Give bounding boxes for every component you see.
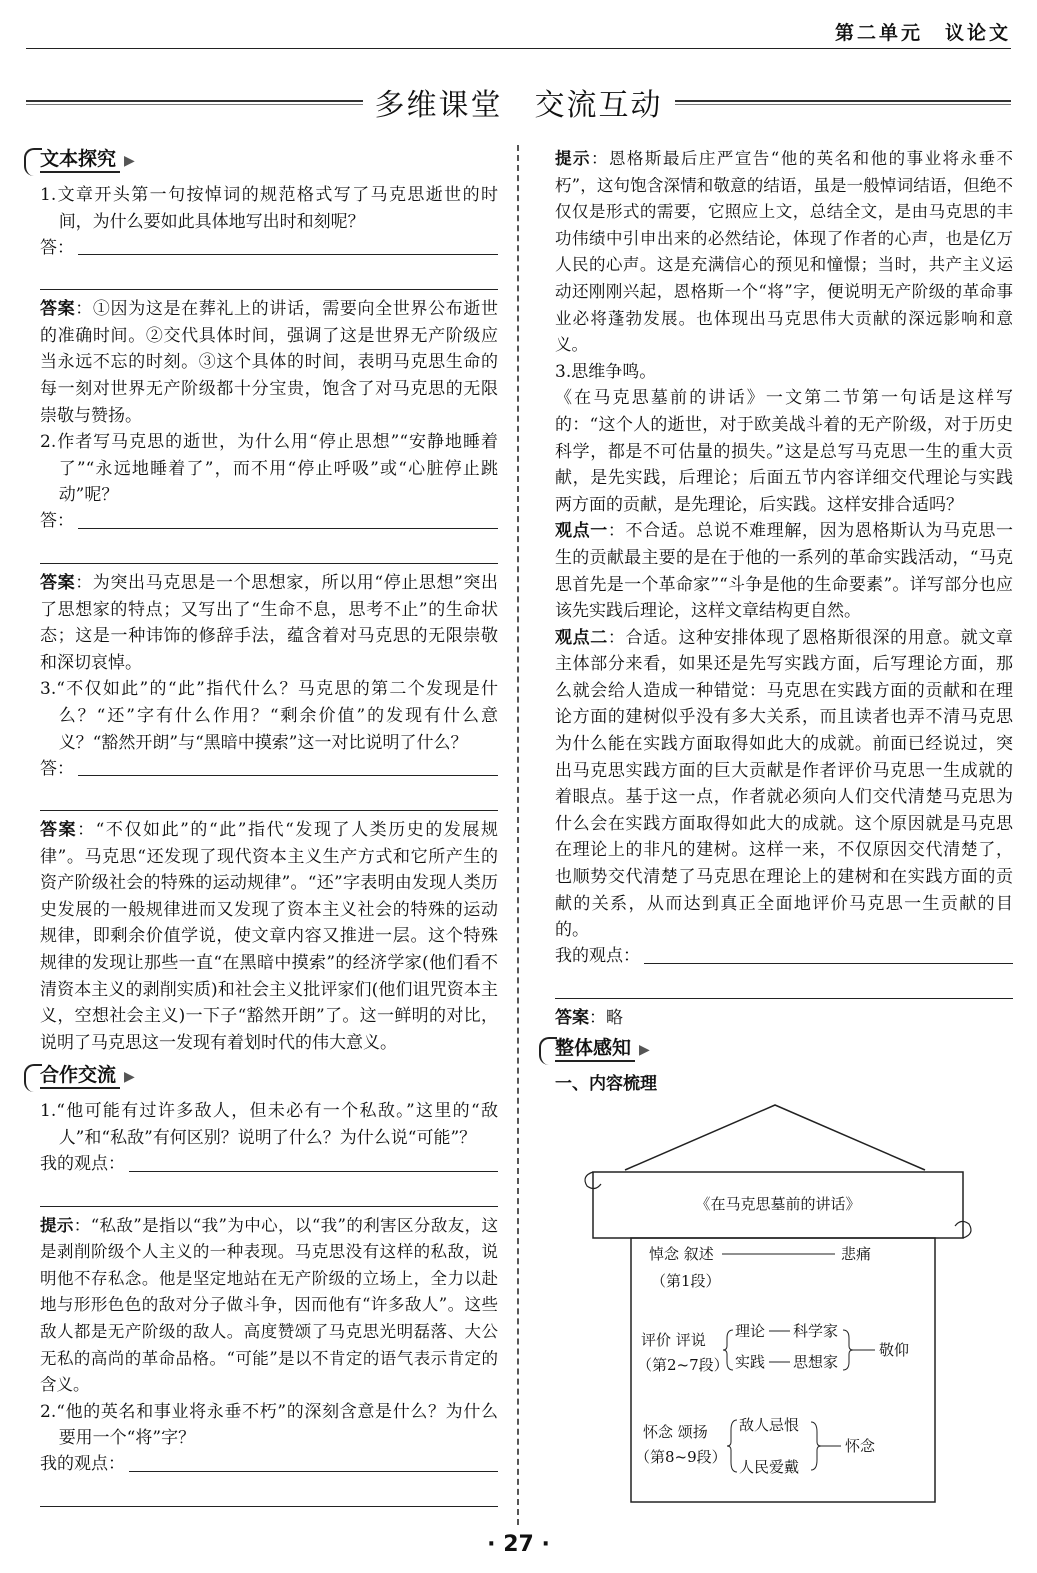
section-title: 整体感知: [555, 1037, 635, 1062]
row1-label: 悼念 叙述: [649, 1245, 714, 1263]
curl-icon: [24, 1064, 42, 1092]
row3-paragraph: （第8~9段）: [635, 1448, 727, 1466]
answer-label: 答案: [40, 572, 76, 593]
answer-label: 答案: [40, 820, 78, 841]
answer-line[interactable]: [40, 235, 498, 261]
row1-paragraph: （第1段）: [651, 1272, 721, 1290]
answer-2: 答案：为突出马克思是一个思想家，所以用“停止思想”突出了思想家的特点；又写出了“生命不息，思考不止”的生命状态；这是一种讳饰的修辞手法，蕴含着对马克思的无限崇敬和深切哀悼。: [40, 572, 498, 673]
answer-blank[interactable]: [555, 970, 1013, 999]
answer-label: 答案: [555, 1007, 589, 1028]
answer-prompt: 答：: [40, 237, 74, 258]
row2-theory: 理论: [735, 1322, 766, 1340]
view-line[interactable]: [40, 1452, 498, 1478]
row2-practice: 实践: [735, 1353, 766, 1371]
view-prompt: 我的观点：: [40, 1454, 125, 1475]
page-number: · 27 ·: [487, 1532, 550, 1557]
question-2: 2.作者写马克思的逝世，为什么用“停止思想”“安静地睡着了”“永远地睡着了”，而不用“停止呼吸”或“心脏停止跳动”呢？: [40, 432, 498, 506]
answer-last: 答案：略: [555, 1007, 623, 1028]
triangle-right-icon: ▶: [639, 1042, 650, 1059]
answer-line[interactable]: [40, 756, 498, 782]
view-prompt: 我的观点：: [40, 1154, 125, 1175]
row3-brace: [727, 1420, 737, 1472]
answer-blank[interactable]: [40, 1178, 498, 1207]
cooperate-question-3: 《在马克思墓前的讲话》一文第二节第一句话是这样写的：“这个人的逝世，对于欧美战斗着的无产阶级，对于历史科学，都是不可估量的损失。”这是总写马克思一生的重大贡献，是先实践，后理论；后面五节内容详细交代理论与实践两方面的贡献，是先理论，后实践。这样安排合适吗？: [555, 388, 1013, 515]
cooperate-question-2: 2.“他的英名和事业将永垂不朽”的深刻含意是什么？为什么要用一个“将”字？: [40, 1401, 498, 1449]
curl-icon: [539, 1037, 557, 1065]
column-divider: [517, 145, 519, 1525]
answer-prompt: 答：: [40, 758, 74, 779]
view-two-label: 观点二: [555, 627, 608, 648]
answer-blank[interactable]: [40, 782, 498, 811]
hint-label: 提示: [555, 149, 591, 168]
banner-title: 多维课堂 交流互动: [363, 80, 675, 124]
answer-label: 答案: [40, 299, 76, 320]
view-one: 观点一：不合适。总说不难理解，因为恩格斯认为马克思一生的贡献最主要的是在于他的一系列的革命实践活动，“马克思首先是一个革命家”“斗争是他的生命要素”。详写部分也应该先实践后理论，这样文章结构更自然。: [555, 521, 1014, 622]
row3-label: 怀念 颂扬: [643, 1423, 708, 1441]
banner: [26, 80, 1011, 123]
row2-brace-right: [843, 1330, 853, 1370]
row3-result: 怀念: [845, 1437, 876, 1455]
triangle-right-icon: ▶: [124, 1069, 135, 1086]
triangle-right-icon: ▶: [124, 153, 135, 169]
row3-people: 人民爱戴: [739, 1458, 800, 1476]
answer-blank[interactable]: [40, 261, 498, 290]
view-prompt: 我的观点：: [555, 946, 640, 967]
diagram-title: 《在马克思墓前的讲话》: [695, 1195, 861, 1213]
answer-3: 答案：“不仅如此”的“此”指代“发现了人类历史的发展规律”。马克思“还发现了现代资本主义生产方式和它所产生的资产阶级社会的特殊的运动规律”。“还”字表明由发现人类历史发展的一般规律进而又发现了资本主义社会的特殊的运动规律，即剩余价值学说，使文章内容又推进一层。这个特殊规律的发现让那些一直“在黑暗中摸索”的经济学家(他们看不清资本主义的剥削实质)和社会主义批评家们(他们诅咒资本主义，空想社会主义)一下子“豁然开朗”了。这一鲜明的对比，说明了马克思这一发现有着划时代的伟大意义。: [40, 820, 498, 1053]
unit-header: 第二单元 议论文: [834, 22, 1011, 44]
section-cooperate: [40, 1062, 498, 1096]
row1-result: 悲痛: [841, 1245, 872, 1263]
question-3: 3.“不仅如此”的“此”指代什么？马克思的第二个发现是什么？“还”字有什么作用？“剩余价值”的发现有什么意义？“豁然开朗”与“黑暗中摸索”这一对比说明了什么？: [40, 679, 498, 753]
section-overall: [555, 1035, 1013, 1069]
answer-line[interactable]: [40, 509, 498, 535]
row2-result: 敬仰: [879, 1341, 910, 1359]
view-two: 观点二：合适。这种安排体现了恩格斯很深的用意。就文章主体部分来看，如果还是先写实践方面，后写理论方面，那么就会给人造成一种错觉：马克思在实践方面的贡献和在理论方面的建树似乎没有多大关系，而且读者也弄不清马克思为什么能在实践方面取得如此大的成就。前面已经说过，突出马克思实践方面的巨大贡献是作者评价马克思一生成就的着眼点。基于这一点，作者就必须向人们交代清楚马克思为什么会在实践方面取得如此大的成就。这个原因就是马克思在理论上的非凡的建树。这样一来，不仅原因交代清楚了，也顺势交代清楚了马克思在理论上的建树和在实践方面的贡献的关系，从而达到真正全面地评价马克思一生贡献的目的。: [555, 627, 1014, 941]
answer-prompt: 答：: [40, 511, 74, 532]
hint-label: 提示: [40, 1215, 74, 1235]
answer-1: 答案：①因为这是在葬礼上的讲话，需要向全世界公布逝世的准确时间。②交代具体时间，强调了这是世界无产阶级应当永远不忘的时刻。③这个具体的时间，表明马克思生命的每一刻对世界无产阶级都十分宝贵，饱含了对马克思的无限崇敬与赞扬。: [40, 299, 499, 426]
answer-blank[interactable]: [40, 1478, 498, 1507]
cooperate-question-1: 1.“他可能有过许多敌人，但未必有一个私敌。”这里的“敌人”和“私敌”有何区别？说明了什么？为什么说“可能”？: [40, 1101, 498, 1149]
section-title: 合作交流: [40, 1064, 120, 1089]
section-text-explore: [40, 146, 498, 180]
row2-thinker: 思想家: [793, 1353, 839, 1371]
subsection-content: 一、内容梳理: [555, 1074, 657, 1095]
left-column: [40, 146, 498, 1513]
cooperate-question-3-title: 3.思维争鸣。: [555, 361, 657, 382]
row3-brace-right: [811, 1422, 821, 1470]
header-rule: [26, 48, 1011, 49]
content-diagram: [575, 1100, 975, 1510]
roof: [625, 1105, 925, 1170]
row2-paragraph: （第2~7段）: [637, 1356, 729, 1374]
hint-1: 提示：“私敌”是指以“我”为中心，以“我”的利害区分敌友，这是剥削阶级个人主义的一种表现。马克思没有这样的私敌，说明他不存私念。他是坚定地站在无产阶级的立场上，全力以赴地与形形色色的敌对分子做斗争，因而他有“许多敌人”。这些敌人都是无产阶级的敌人。高度赞颂了马克思光明磊落、大公无私的高尚的革命品格。“可能”是以不肯定的语气表示肯定的含义。: [40, 1215, 498, 1395]
view-line[interactable]: [40, 1152, 498, 1178]
view-line[interactable]: [555, 944, 1013, 970]
section-title: 文本探究: [40, 148, 120, 173]
curl-icon: [24, 148, 42, 176]
hint-2: 提示：恩格斯最后庄严宣告“他的英名和他的事业将永垂不朽”，这句饱含深情和敬意的结语，虽是一般悼词结语，但绝不仅仅是形式的需要，它照应上文，总结全文，是由马克思的丰功伟绩中引申出来的必然结论，体现了作者的心声，也是亿万人民的心声。这是充满信心的预见和憧憬；当时，共产主义运动还刚刚兴起，恩格斯一个“将”字，便说明无产阶级的革命事业必将蓬勃发展。也体现出马克思伟大贡献的深远影响和意义。: [555, 149, 1014, 355]
answer-blank[interactable]: [40, 535, 498, 564]
question-1: 1.文章开头第一句按悼词的规范格式写了马克思逝世的时间，为什么要如此具体地写出时和刻呢？: [40, 185, 498, 232]
row2-scientist: 科学家: [793, 1322, 839, 1340]
row3-enemies: 敌人忌恨: [739, 1416, 800, 1434]
view-one-label: 观点一: [555, 521, 608, 542]
row2-label: 评价 评说: [641, 1331, 706, 1349]
right-column: [555, 146, 1013, 1098]
